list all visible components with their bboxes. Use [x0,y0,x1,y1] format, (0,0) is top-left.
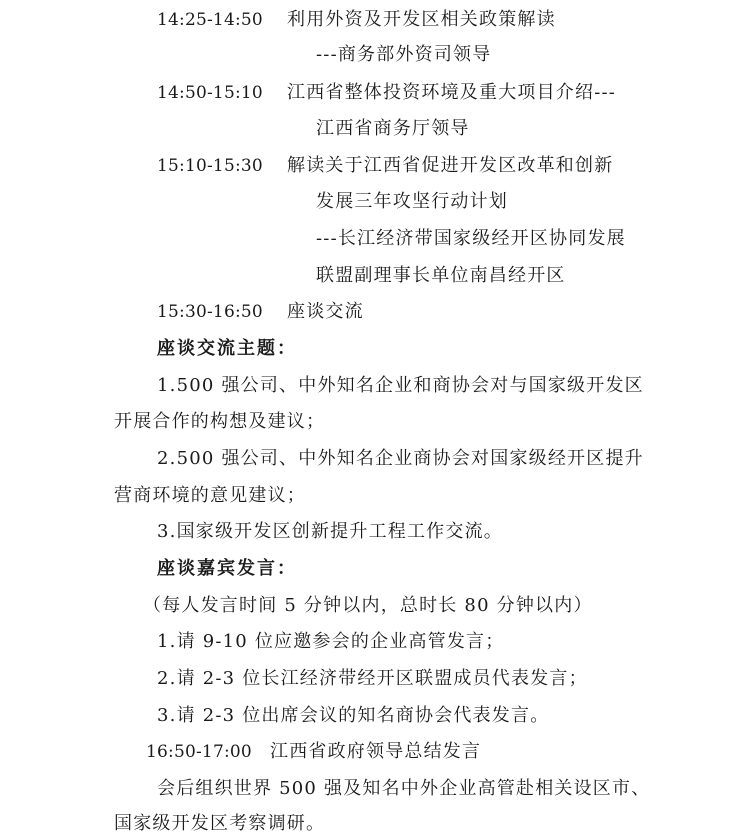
guests-heading: 座谈嘉宾发言： [157,558,297,579]
schedule-text-2a: 江西省整体投资环境及重大项目介绍--- [287,82,617,103]
schedule-text-3c: ---长江经济带国家级经开区协同发展 [316,228,626,249]
topic-item-1a: 1.500 强公司、中外知名企业和商协会对与国家级开发区 [157,375,644,396]
topic-item-3: 3.国家级开发区创新提升工程工作交流。 [157,521,503,542]
schedule-text-3b: 发展三年攻坚行动计划 [316,191,508,212]
topic-item-1b: 开展合作的构想及建议； [114,411,326,432]
guest-item-3: 3.请 2-3 位出席会议的知名商协会代表发言。 [157,705,550,726]
schedule-text-3d: 联盟副理事长单位南昌经开区 [316,265,566,286]
topic-item-2a: 2.500 强公司、中外知名企业商协会对国家级经开区提升 [157,448,644,469]
topic-item-2b: 营商环境的意见建议； [114,485,306,506]
after-line-1: 会后组织世界 500 强及知名中外企业高管赴相关设区市、 [157,778,651,799]
schedule-text-1a: 利用外资及开发区相关政策解读 [287,9,556,30]
after-line-2: 国家级开发区考察调研。 [114,813,326,834]
guests-note: （每人发言时间 5 分钟以内，总时长 80 分钟以内） [143,595,593,616]
schedule-time-2: 14:50-15:10 [157,83,263,103]
schedule-text-2b: 江西省商务厅领导 [316,118,470,139]
schedule-text-4a: 座谈交流 [287,301,364,322]
guest-item-2: 2.请 2-3 位长江经济带经开区联盟成员代表发言； [157,668,588,689]
closing-text: 江西省政府领导总结发言 [270,741,482,762]
schedule-time-1: 14:25-14:50 [157,10,263,30]
guest-item-1: 1.请 9-10 位应邀参会的企业高管发言； [157,631,505,652]
schedule-time-4: 15:30-16:50 [157,302,263,322]
schedule-text-3a: 解读关于江西省促进开发区改革和创新 [287,155,614,176]
schedule-text-1b: ---商务部外资司领导 [316,44,492,65]
closing-time: 16:50-17:00 [146,742,252,762]
schedule-time-3: 15:10-15:30 [157,156,263,176]
topics-heading: 座谈交流主题： [157,338,297,359]
